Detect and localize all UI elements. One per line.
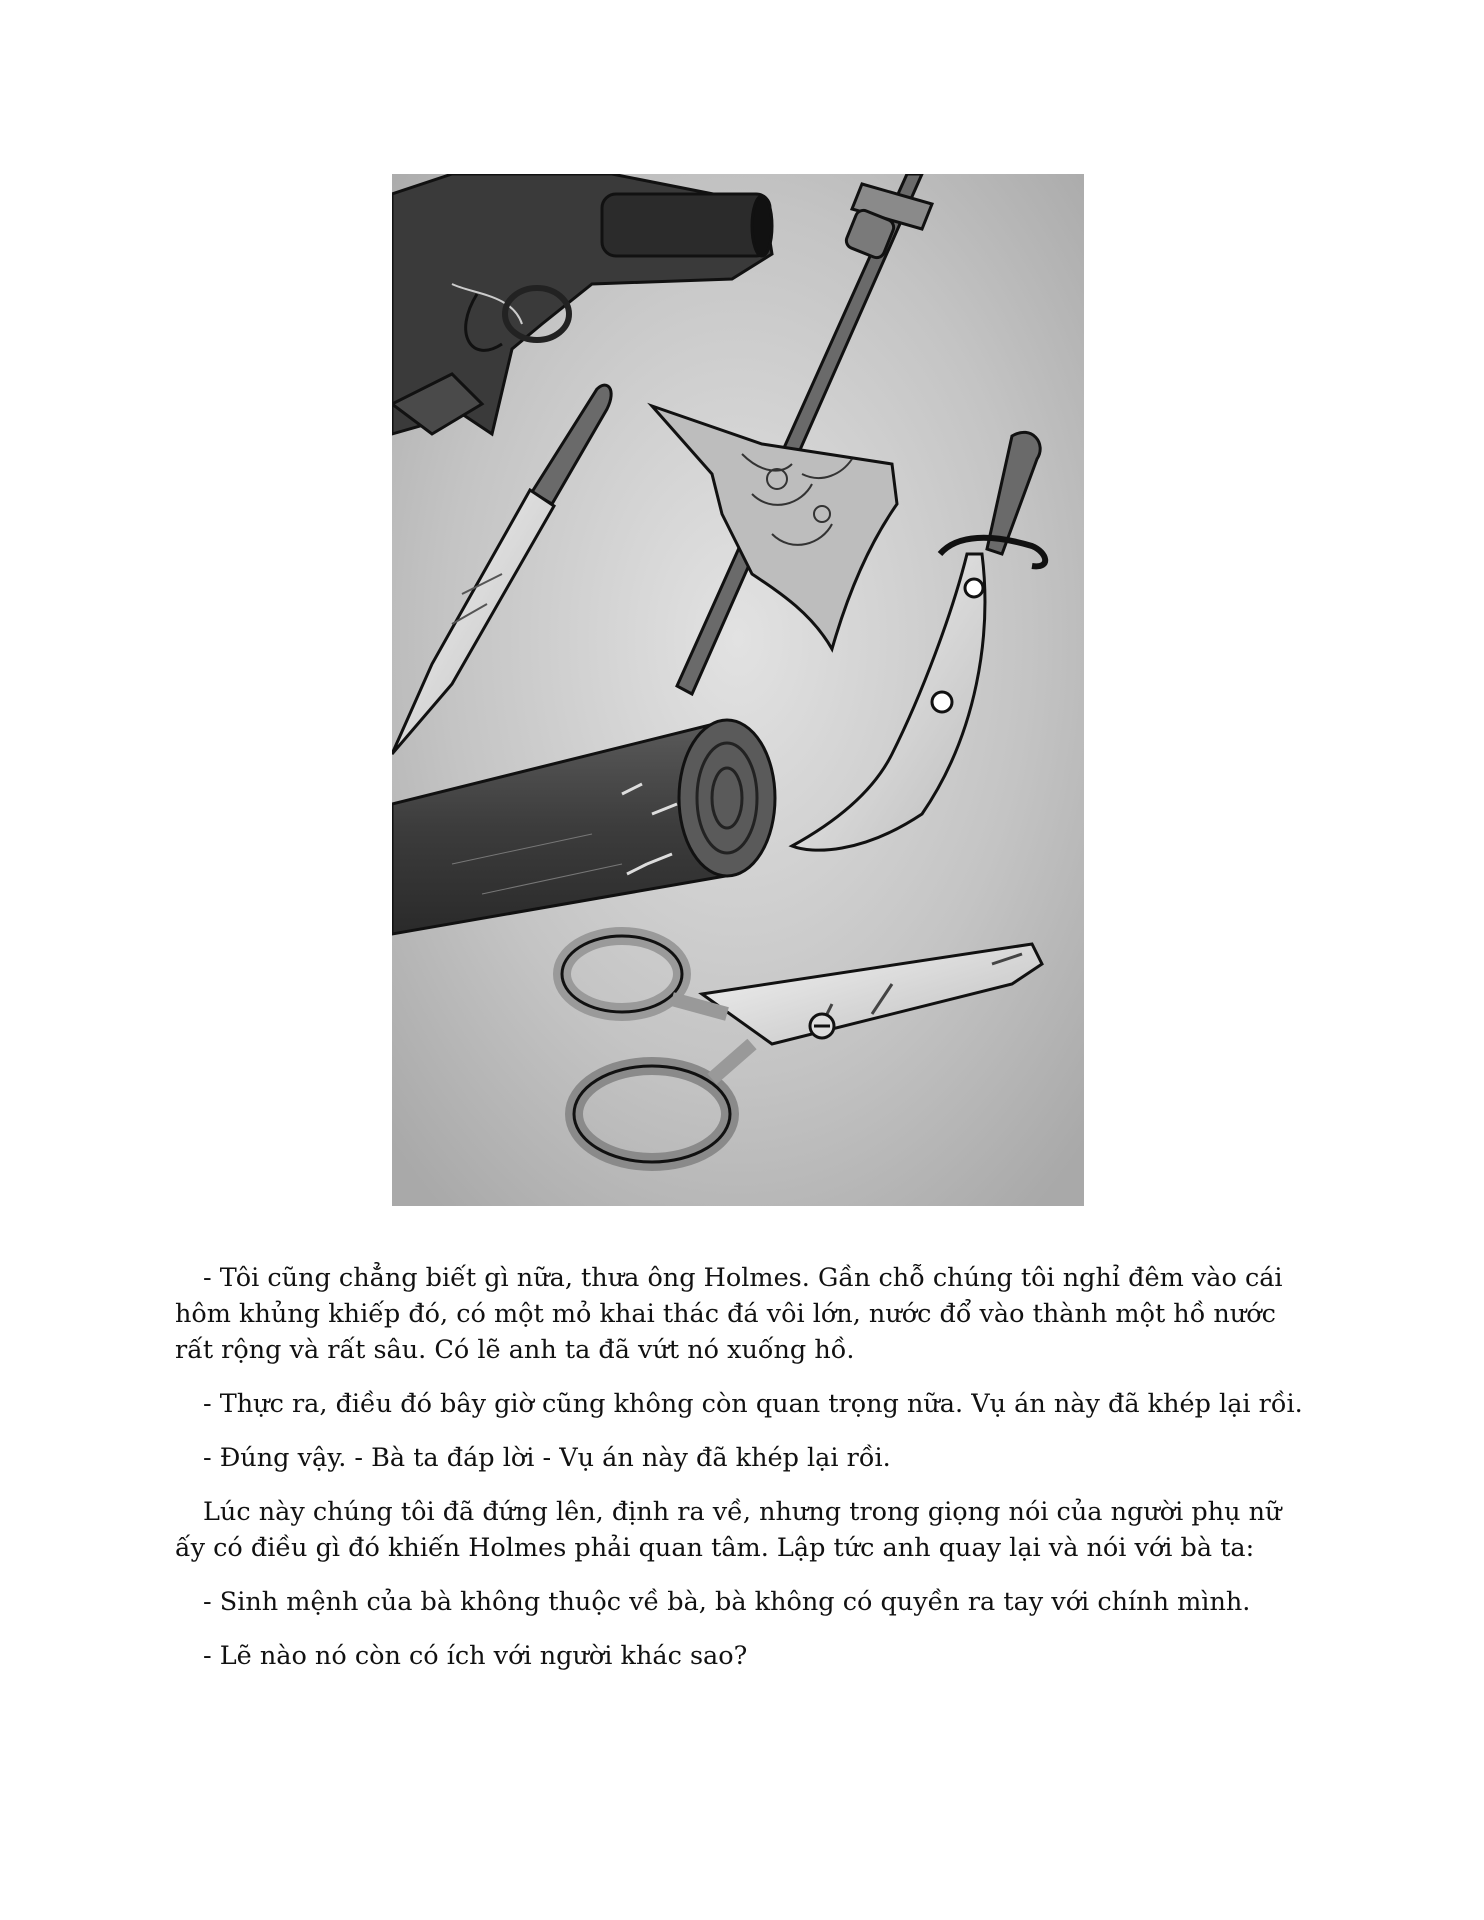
paragraph-4: Lúc này chúng tôi đã đứng lên, định ra về, nhưng trong giọng nói của người phụ nữ ấy có điều gì đó khiến Holmes phải quan tâm. Lập tức anh quay lại và nói với bà ta:: [175, 1497, 1282, 1563]
paragraph-2: - Thực ra, điều đó bây giờ cũng không còn quan trọng nữa. Vụ án này đã khép lại rồi.: [203, 1389, 1303, 1419]
paragraph-5: - Sinh mệnh của bà không thuộc về bà, bà không có quyền ra tay với chính mình.: [203, 1587, 1251, 1617]
weapons-illustration: [392, 174, 1084, 1206]
paragraph-6: - Lẽ nào nó còn có ích với người khác sao?: [203, 1641, 748, 1671]
paragraph-3: - Đúng vậy. - Bà ta đáp lời - Vụ án này đã khép lại rồi.: [203, 1443, 891, 1473]
paragraph-1: - Tôi cũng chẳng biết gì nữa, thưa ông Holmes. Gần chỗ chúng tôi nghỉ đêm vào cái hôm khủng khiếp đó, có một mỏ khai thác đá vôi lớn, nước đổ vào thành một hồ nước rất rộng và rất sâu. Có lẽ anh ta đã vứt nó xuống hồ.: [175, 1263, 1283, 1365]
story-text: [175, 1260, 1315, 1692]
